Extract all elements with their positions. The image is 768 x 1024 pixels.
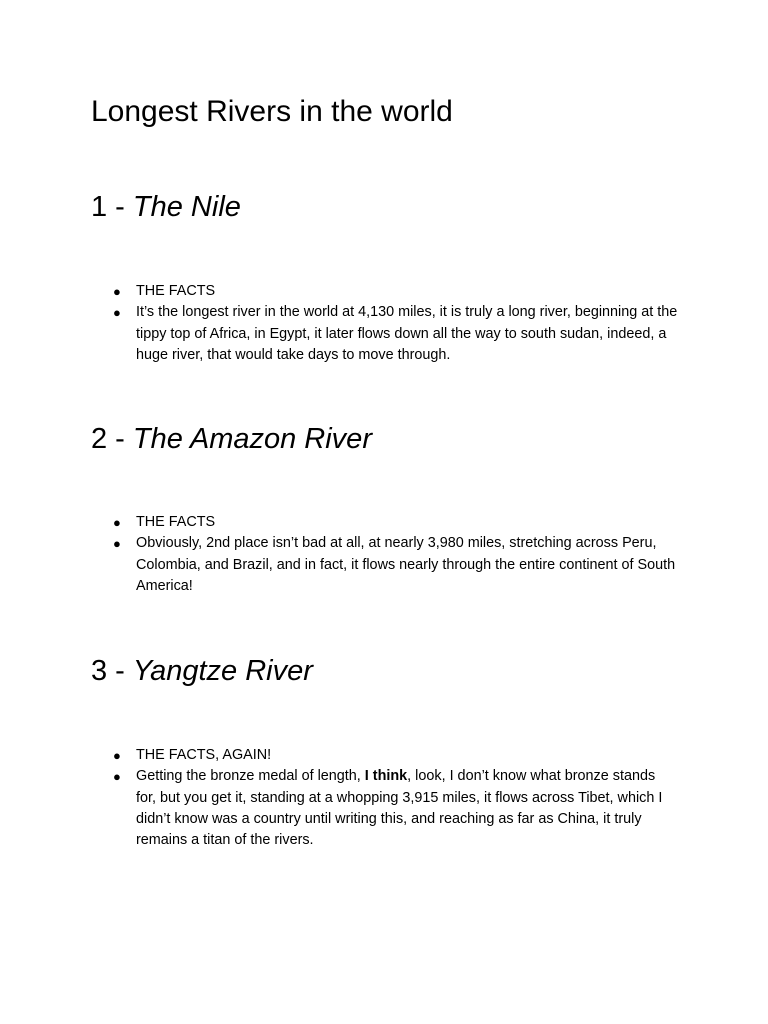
list-item — [113, 302, 678, 366]
list-item-text: THE FACTS — [136, 283, 216, 299]
list-item — [113, 281, 678, 302]
list-item-text: It’s the longest river in the world at 4,130 miles, it is truly a long river, beginning at the tippy top of Africa, in Egypt, it later flows down all the way to south sudan, indeed, a huge river, that would take days to move through. — [136, 304, 678, 363]
facts-list-amazon — [113, 512, 678, 597]
bullet-icon: ● — [113, 284, 121, 299]
bullet-icon: ● — [113, 515, 121, 530]
list-item — [113, 745, 678, 766]
list-item — [113, 533, 678, 597]
bullet-icon: ● — [113, 748, 121, 763]
bold-text: I think — [364, 768, 408, 785]
list-item-text: Obviously, 2nd place isn’t bad at all, at nearly 3,980 miles, stretching across Peru, Colombia, and Brazil, and in fact, it flows nearly through the entire continent of South America! — [136, 535, 676, 594]
facts-list-yangtze — [113, 745, 678, 851]
section-number: 1 - — [91, 191, 133, 223]
facts-list-nile — [113, 281, 678, 366]
section-heading-yangtze — [91, 652, 313, 690]
section-heading-nile — [91, 188, 241, 226]
list-item-text: THE FACTS — [136, 514, 216, 530]
river-name: Yangtze River — [132, 655, 313, 687]
list-item-text: THE FACTS, AGAIN! — [136, 747, 272, 763]
text-run: Getting the bronze medal of length, — [136, 768, 365, 785]
river-name: The Nile — [132, 191, 241, 223]
bullet-icon: ● — [113, 536, 121, 552]
bullet-icon: ● — [113, 769, 121, 785]
list-item — [113, 766, 678, 851]
text-run: , look, I don’t know what bronze stands for, but you get it, standing at a whopping 3,915 miles, it flows across Tibet, which I didn’t know was a country until writing this, and reaching as far as China, it truly remains a titan of the rivers. — [136, 768, 663, 849]
list-item — [113, 512, 678, 533]
section-number: 3 - — [91, 655, 133, 687]
river-name: The Amazon River — [132, 423, 372, 455]
section-heading-amazon — [91, 420, 372, 458]
bullet-icon: ● — [113, 305, 121, 321]
document-title: Longest Rivers in the world — [91, 95, 453, 128]
list-item-text — [136, 768, 662, 848]
section-number: 2 - — [91, 423, 133, 455]
